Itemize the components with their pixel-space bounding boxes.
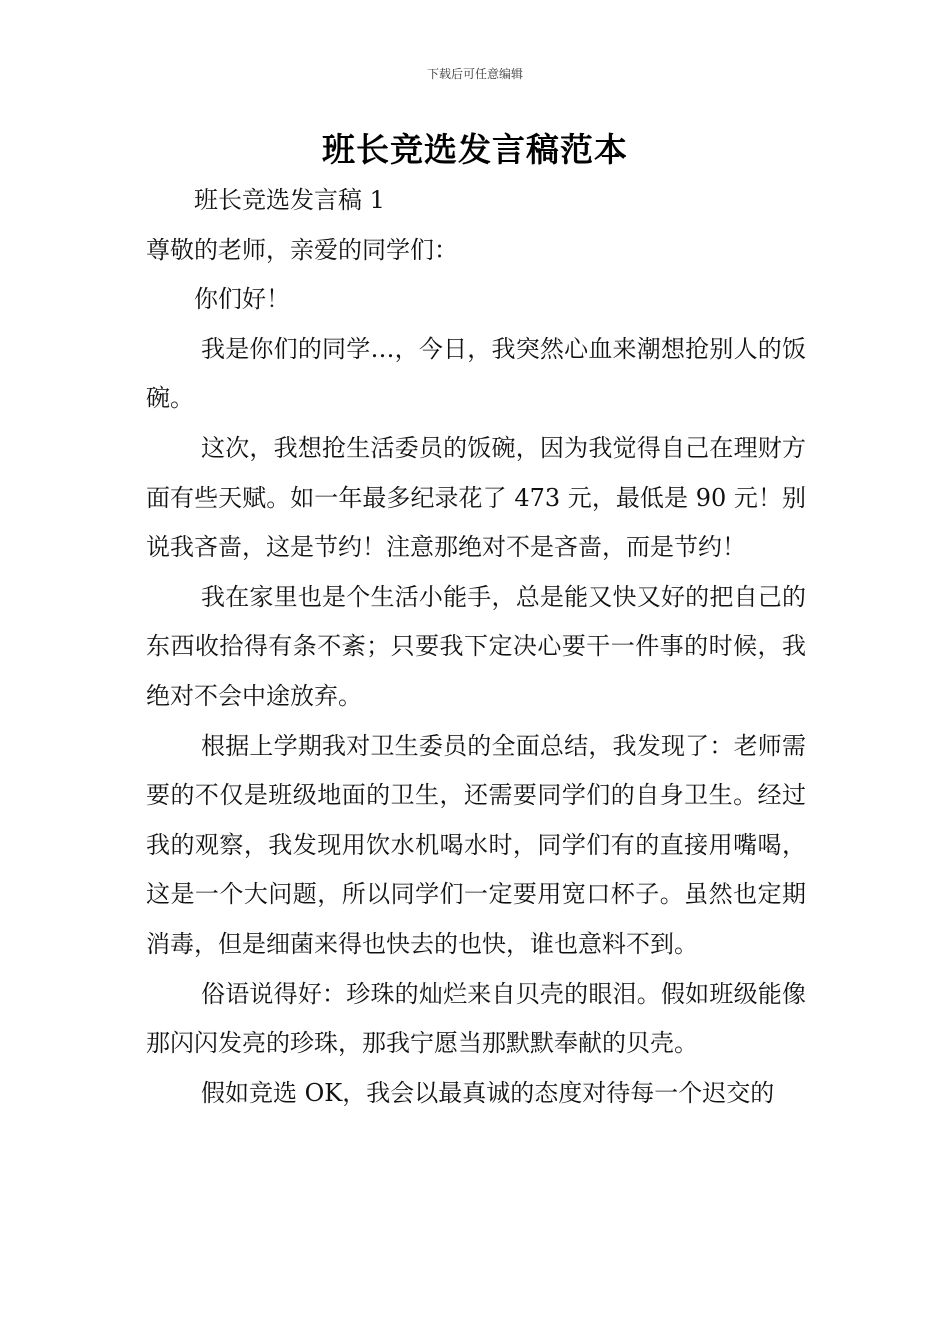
paragraph: 我在家里也是个生活小能手，总是能又快又好的把自己的东西收拾得有条不紊；只要我下定决心要干一件事的时候，我绝对不会中途放弃。 [146, 582, 806, 710]
paragraph: 俗语说得好：珍珠的灿烂来自贝壳的眼泪。假如班级能像那闪闪发亮的珍珠，那我宁愿当那默默奉献的贝壳。 [146, 979, 806, 1058]
paragraph: 假如竞选 OK，我会以最真诚的态度对待每一个迟交的 [201, 1078, 775, 1107]
paragraph: 这次，我想抢生活委员的饭碗，因为我觉得自己在理财方面有些天赋。如一年最多纪录花了 473 元，最低是 90 元！别说我吝啬，这是节约！注意那绝对不是吝啬，而是节约！ [146, 433, 806, 562]
document-title: 班长竞选发言稿范本 [322, 130, 628, 169]
salutation: 尊敬的老师，亲爱的同学们： [146, 235, 458, 264]
paragraph: 根据上学期我对卫生委员的全面总结，我发现了：老师需要的不仅是班级地面的卫生，还需要同学们的自身卫生。经过我的观察，我发现用饮水机喝水时，同学们有的直接用嘴喝，这是一个大问题，所以同学们一定要用宽口杯子。虽然也定期消毒，但是细菌来得也快去的也快，谁也意料不到。 [146, 731, 806, 958]
section-heading: 班长竞选发言稿 1 [194, 186, 385, 214]
document-body [146, 176, 806, 1118]
greeting: 你们好！ [194, 285, 290, 314]
header-note: 下载后可任意编辑 [426, 67, 523, 81]
paragraph: 我是你们的同学…，今日，我突然心血来潮想抢别人的饭碗。 [146, 334, 806, 413]
